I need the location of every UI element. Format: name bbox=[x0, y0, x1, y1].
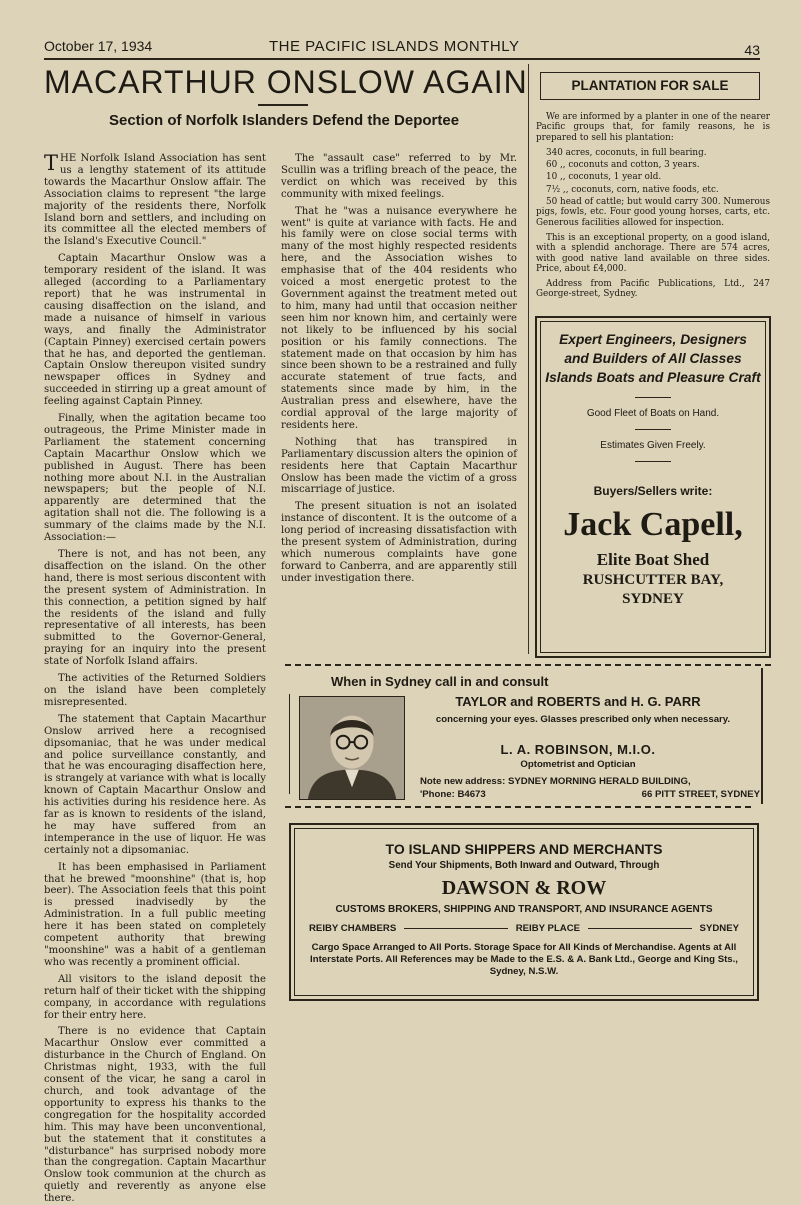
issue-date: October 17, 1934 bbox=[44, 38, 153, 54]
article-paragraph: The present situation is not an isolated instance of discontent. It is the outcome of a long period of increasing dissatisfaction with the present system of Administration, during which numerous complaints have gone forward to Canberra, and are apparently still under investigation there. bbox=[281, 501, 517, 584]
address-rule bbox=[588, 928, 691, 929]
header-rule bbox=[44, 58, 760, 60]
list-item: 7½ ,, coconuts, corn, native foods, etc. bbox=[546, 184, 719, 195]
address-street: REIBY PLACE bbox=[515, 923, 581, 934]
article-paragraph: There is not, and has not been, any disaffection on the island. On the other hand, there is most serious discontent with the present system of Administration. In this connection, a petition signed by half the residents of the island and fully representative of all interests, has been submitted to the Governor-General, praying for an inquiry into the present state of Norfolk Island affairs. bbox=[44, 549, 266, 668]
ad-line-estimates: Estimates Given Freely. bbox=[600, 440, 706, 451]
article-column-1 bbox=[44, 151, 266, 1205]
optometrist-name: L. A. ROBINSON, M.I.O. bbox=[500, 742, 656, 757]
ad-rule bbox=[635, 429, 671, 430]
ad-rule bbox=[635, 397, 671, 398]
article-paragraph bbox=[44, 153, 266, 248]
ad-tagline: Expert Engineers, Designers and Builders of All Classes Islands Boats and Pleasure Craft bbox=[545, 332, 761, 385]
ad-heading: TO ISLAND SHIPPERS AND MERCHANTS bbox=[385, 841, 663, 857]
address-city: SYDNEY bbox=[699, 923, 739, 934]
article-paragraph: The statement that Captain Macarthur Onslow arrived here a recognised dipsomaniac, that he was under medical and police surveillance constantly, and that he was encouraging disaffection here, is strangely at variance with what is locally known of Captain Macarthur Onslow and his activities during his residence here. As far as is known to residents of the island, he may have suffered from an intemperance in the use of liquor. He was certainly not a dipsomaniac. bbox=[44, 713, 266, 856]
plantation-heading: PLANTATION FOR SALE bbox=[540, 72, 760, 100]
ad-firm-names: TAYLOR and ROBERTS and H. G. PARR bbox=[455, 694, 701, 709]
optometrist-ad bbox=[285, 664, 771, 816]
ad-address-block bbox=[420, 775, 760, 801]
page-number: 43 bbox=[744, 42, 760, 58]
address-building: REIBY CHAMBERS bbox=[309, 923, 397, 934]
ad-send-line: Send Your Shipments, Both Inward and Outward, Through bbox=[388, 860, 660, 871]
list-item: 10 ,, coconuts, 1 year old. bbox=[546, 172, 662, 183]
business-city: SYDNEY bbox=[622, 591, 684, 607]
title-rule bbox=[258, 104, 308, 106]
article-subtitle: Section of Norfolk Islanders Defend the Deportee bbox=[108, 112, 460, 129]
plantation-property: This is an exceptional property, on a good island, with a splendid anchorage. There are 574 acres, with good native land available on three sides. Price, about £4,000. bbox=[536, 232, 770, 274]
article-paragraph: Nothing that has transpired in Parliamentary discussion alters the opinion of residents here that Captain Macarthur Onslow has been made the victim of a gross miscarriage of justice. bbox=[281, 436, 517, 496]
firm-services: CUSTOMS BROKERS, SHIPPING AND TRANSPORT, AND INSURANCE AGENTS bbox=[335, 904, 713, 915]
boat-builder-ad bbox=[535, 316, 771, 658]
plantation-acreage-list bbox=[536, 148, 770, 195]
article-paragraph: The activities of the Returned Soldiers on the island have been completely misrepresented. bbox=[44, 673, 266, 708]
article-paragraph: The "assault case" referred to by Mr. Scullin was a trifling breach of the peace, the verdict on which was received by this community with mixed feelings. bbox=[281, 153, 517, 200]
drop-cap: T bbox=[44, 151, 59, 175]
list-item: 340 acres, coconuts, in full bearing. bbox=[546, 147, 707, 158]
plantation-address: Address from Pacific Publications, Ltd., 247 George-street, Sydney. bbox=[536, 279, 770, 300]
business-location: RUSHCUTTER BAY, bbox=[582, 572, 724, 588]
column-divider bbox=[528, 64, 529, 654]
plantation-intro: We are informed by a planter in one of the nearer Pacific groups that, for family reasons, he is prepared to sell his plantation: bbox=[536, 112, 770, 143]
address-rule bbox=[404, 928, 507, 929]
firm-details: Cargo Space Arranged to All Ports. Storage Space for All Kinds of Merchandise. Agents at All Interstate Ports. All References may be Made to the E.S. & A. Bank Ltd., George and King Sts., Sydney, N.S.W. bbox=[310, 942, 738, 977]
article-paragraph: It has been emphasised in Parliament that he brewed "moonshine" (that is, hop beer). The Association feels that this point is pressed inadvisedly by the Administration. In a full public meeting here it has been stated on completely competent authority that brewing "moonshine" was a habit of a gentleman who was recently a prominent official. bbox=[44, 861, 266, 968]
running-head bbox=[44, 36, 760, 60]
ad-rule bbox=[635, 461, 671, 462]
article-paragraph: All visitors to the island deposit the return half of their ticket with the shipping company, in accordance with regulations for their entry here. bbox=[44, 973, 266, 1021]
ad-street: 66 PITT STREET, SYDNEY bbox=[641, 789, 760, 800]
ad-line-fleet: Good Fleet of Boats on Hand. bbox=[586, 408, 720, 419]
ad-address-line-2 bbox=[420, 788, 760, 801]
ad-address-line-1: Note new address: SYDNEY MORNING HERALD BUILDING, bbox=[420, 776, 691, 787]
journal-name: THE PACIFIC ISLANDS MONTHLY bbox=[269, 38, 520, 55]
ad-border-right bbox=[761, 668, 763, 804]
ad-border-top bbox=[285, 664, 771, 666]
list-item: 60 ,, coconuts and cotton, 3 years. bbox=[546, 160, 700, 171]
ad-frame bbox=[540, 321, 766, 653]
paragraph-text: HE Norfolk Island Association has sent us a lengthy statement of its attitude towards the Macarthur Onslow affair. The Association claims to represent "the large majority of the residents there, Norfolk Island born and settlers, and including on its committee all the elected members of the Island's Executive Council." bbox=[44, 153, 266, 248]
article-paragraph: That he "was a nuisance everywhere he went" is quite at variance with facts. He and his family were on close social terms with many of the most highly respected residents here, and the Association wishes to emphasise that of the 404 residents who voiced a most energetic protest to the Government against the treatment meted out to him, many had until that occasion neither seen him nor known him, and certainly were not likely to be influenced by his social position or his family connections. The statement made on that occasion by him has since been shown to be a restrained and fully accurate statement of true facts, and statements since made by him, in the Australian press and elsewhere, have the cordial approval of the large majority of residents here. bbox=[281, 205, 517, 431]
business-name: Elite Boat Shed bbox=[596, 550, 710, 569]
ad-heading: When in Sydney call in and consult bbox=[331, 674, 549, 689]
article-paragraph: Finally, when the agitation became too outrageous, the Prime Minister made in Parliament the statement concerning Captain Macarthur Onslow which we published in August. There has been nothing more about N.I. in the Australian newspapers; but the people of N.I. apparently are determined that the agitation shall not die. The following is a summary of the claims made by the N.I. Association:— bbox=[44, 413, 266, 544]
optometrist-portrait-image bbox=[299, 696, 405, 800]
optometrist-title: Optometrist and Optician bbox=[520, 759, 636, 770]
plantation-stock: 50 head of cattle; but would carry 300. Numerous pigs, fowls, etc. Four good young horses, carts, etc. Generous facilities allowed for inspection. bbox=[536, 197, 770, 228]
article-paragraph: Captain Macarthur Onslow was a temporary resident of the island. It was alleged (according to a Parliamentary report) that he was instrumental in causing disaffection on the island, and made a nuisance of himself in various ways, and finally the Administrator (Captain Pinney) exercised certain powers that he has, and deported the gentleman. Captain Onslow thereupon visited sundry newspaper offices in Sydney and succeeded in stirring up a great amount of feeling against Captain Pinney. bbox=[44, 253, 266, 408]
ad-border-left bbox=[289, 694, 290, 794]
ad-eye-care-note: concerning your eyes. Glasses prescribed only when necessary. bbox=[435, 714, 731, 725]
article-column-2 bbox=[281, 153, 517, 653]
article-title: MACARTHUR ONSLOW AGAIN bbox=[44, 64, 528, 100]
portrait-icon bbox=[300, 697, 404, 799]
article-paragraph: There is no evidence that Captain Macarthur Onslow ever committed a disturbance in the Church of England. On Christmas night, 1933, with the full consent of the vicar, he sang a carol in church, and took advantage of the opportunity to express his thanks to the congregation for the hospitality accorded him. This may have been unconventional, but the statement that it constitutes a "disturbance" has surprised nobody more than the congregation. Captain Macarthur Onslow took communion at the church as quietly and reverently as anyone else there. bbox=[44, 1026, 266, 1205]
ad-border-bottom bbox=[285, 806, 751, 808]
ad-phone: 'Phone: B4673 bbox=[420, 789, 486, 800]
firm-address bbox=[295, 923, 753, 934]
shipping-agent-ad bbox=[289, 823, 759, 1001]
advertiser-name: Jack Capell, bbox=[563, 506, 743, 543]
ad-frame bbox=[294, 828, 754, 996]
ad-buyers-sellers: Buyers/Sellers write: bbox=[593, 484, 713, 498]
firm-name: DAWSON & ROW bbox=[441, 877, 607, 899]
plantation-notice bbox=[536, 112, 770, 305]
